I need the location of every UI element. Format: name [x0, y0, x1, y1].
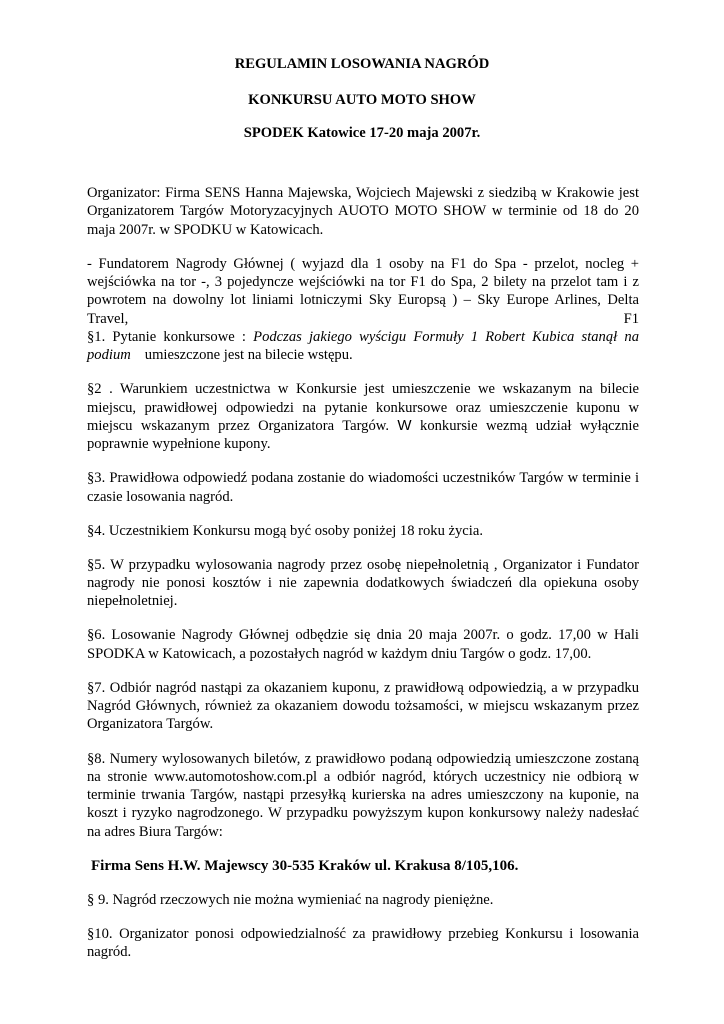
section-2-paragraph — [87, 380, 639, 453]
text-line — [87, 417, 639, 435]
text-line — [87, 346, 639, 364]
section-8-paragraph — [87, 750, 639, 841]
text-fragment: miejscu wskazanym przez Organizatora Targów. — [87, 417, 389, 434]
text-line: § 9. Nagród rzeczowych nie można wymieniać na nagrody pieniężne. — [87, 891, 494, 908]
event-venue-title: SPODEK Katowice 17-20 maja 2007r. — [243, 125, 481, 141]
section-10-paragraph — [87, 925, 639, 962]
text-line: §5. W przypadku wylosowania nagrody przez osobę niepełnoletnią , Organizator i Fundator — [87, 556, 639, 573]
text-line: Organizatorem Targów Motoryzacyjnych AUOTO MOTO SHOW w terminie od 18 do 20 — [87, 203, 639, 220]
section-7-paragraph — [87, 679, 639, 734]
text-line: §8. Numery wylosowanych biletów, z prawidłowo podaną odpowiedzią umieszczone zostaną — [87, 750, 639, 767]
text-line: maja 2007r. w SPODKU w Katowicach. — [87, 221, 324, 238]
contest-question: Podczas jakiego wyścigu Formuły 1 Robert Kubica stanął na — [253, 328, 639, 345]
document-title: REGULAMIN LOSOWANIA NAGRÓD — [234, 56, 490, 72]
text-line: powrotem na dowolny lot liniami lotniczymi Sky Europsą ) – Sky Europe Arlines, Delta — [87, 292, 639, 309]
text-line: nagród. — [87, 944, 132, 961]
text-line: §4. Uczestnikiem Konkursu mogą być osoby poniżej 18 roku życia. — [87, 522, 483, 539]
text-line: nagrody nie ponosi kosztów i nie zapewnia dodatkowych świadczeń dla opiekuna osoby — [87, 575, 639, 592]
contest-question-end: podium — [87, 347, 131, 364]
text-line: niepełnoletniej. — [87, 593, 178, 610]
text-fragment: F1 — [623, 310, 639, 327]
text-fragment: konkursie wezmą udział wyłącznie — [420, 417, 639, 434]
section-3-paragraph — [87, 469, 639, 506]
document-body — [87, 184, 639, 977]
text-line: na adres Biura Targów: — [87, 823, 223, 840]
text-line: wejściówka na tor -, 3 pojedyncze wejściówki na tor F1 do Spa, 2 bilety na przelot tam i z — [87, 273, 639, 290]
text-line: §10. Organizator ponosi odpowiedzialność za prawidłowy przebieg Konkursu i losowania — [87, 925, 639, 942]
text-line: terminie trwania Targów, nastąpi przesyłką kurierska na adres umieszczony na kuponie, na — [87, 787, 639, 804]
text-line: Organizator: Firma SENS Hanna Majewska, Wojciech Majewski z siedzibą w Krakowie jest — [87, 185, 639, 201]
text-line: §3. Prawidłowa odpowiedź podana zostanie do wiadomości uczestników Targów w terminie i — [87, 470, 639, 487]
text-line: - Fundatorem Nagrody Głównej ( wyjazd dla 1 osoby na F1 do Spa - przelot, nocleg + — [87, 255, 639, 272]
organizer-paragraph — [87, 184, 639, 239]
text-line: §7. Odbiór nagród nastąpi za okazaniem kuponu, z prawidłową odpowiedzią, a w przypadku — [87, 679, 639, 696]
text-line: koszt i ryzyko nagrodzonego. W przypadku powyższym kupon konkursowy należy nadesłać — [87, 805, 639, 822]
text-line: na stronie www.automotoshow.com.pl a odbiór nagród, których uczestnicy nie odbiorą w — [87, 768, 639, 785]
text-line: SPODKA w Katowicach, a pozostałych nagród w każdym dniu Targów o godz. 17,00. — [87, 645, 592, 662]
text-line — [87, 328, 639, 346]
section-1-paragraph — [87, 328, 639, 365]
text-line: Nagród Głównych, również za okazaniem dowodu tożsamości, w miejscu wskazanym przez — [87, 698, 639, 715]
section-9-paragraph — [87, 891, 639, 909]
text-line: §2 . Warunkiem uczestnictwa w Konkursie jest umieszczenie we wskazanym na bilecie — [87, 381, 639, 398]
contest-title: KONKURSU AUTO MOTO SHOW — [248, 92, 476, 108]
text-line: Organizatora Targów. — [87, 716, 214, 733]
sponsor-paragraph — [87, 255, 639, 328]
section-1-prefix: §1. Pytanie konkursowe : — [87, 328, 246, 345]
text-line: poprawnie wypełnione kupony. — [87, 436, 271, 453]
section-5-paragraph — [87, 556, 639, 611]
section-6-paragraph — [87, 626, 639, 663]
text-line — [87, 310, 639, 328]
section-4-paragraph — [87, 522, 639, 540]
text-line: miejscu, prawidłowej odpowiedzi na pytanie konkursowe oraz umieszczenie kuponu w — [87, 399, 639, 416]
mailing-address: Firma Sens H.W. Majewscy 30-535 Kraków ul. Krakusa 8/105,106. — [91, 857, 519, 874]
text-fragment: Travel, — [87, 310, 129, 327]
text-line: czasie losowania nagród. — [87, 488, 234, 505]
text-fragment: W — [397, 416, 412, 434]
section-1-suffix: umieszczone jest na bilecie wstępu. — [144, 347, 353, 364]
text-line: §6. Losowanie Nagrody Głównej odbędzie się dnia 20 maja 2007r. o godz. 17,00 w Hali — [87, 627, 639, 644]
